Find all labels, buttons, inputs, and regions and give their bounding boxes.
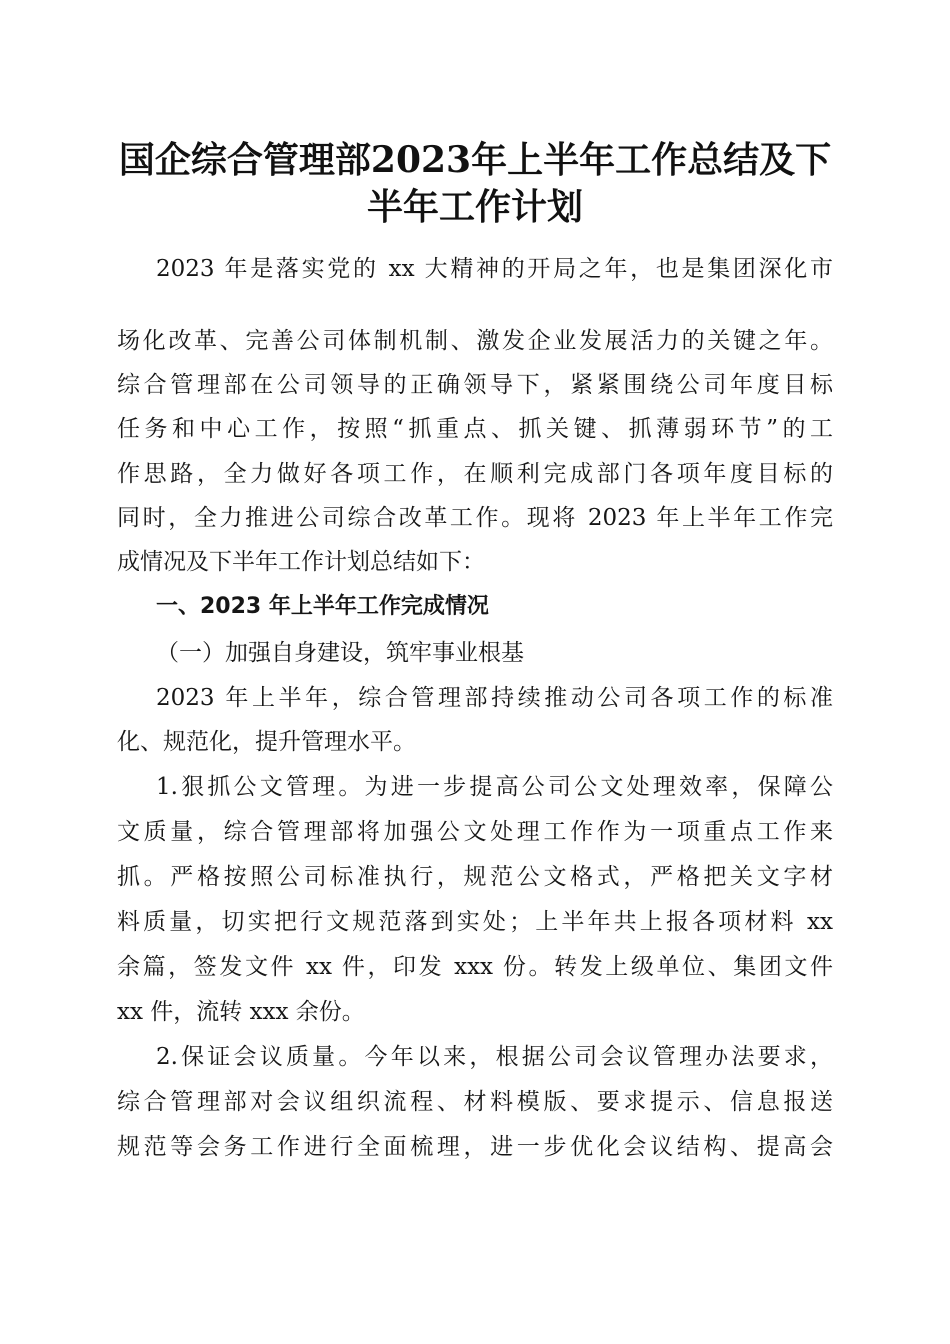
item-1-line: 1.狠抓公文管理。为进一步提高公司公文处理效率，保障公 — [156, 774, 833, 800]
item-2-line: 2.保证会议质量。今年以来，根据公司会议管理办法要求， — [156, 1044, 833, 1070]
intro-line: 同时，全力推进公司综合改革工作。现将 2023 年上半年工作完 — [117, 505, 833, 531]
item-1-line: 料质量，切实把行文规范落到实处；上半年共上报各项材料 xx — [117, 909, 833, 935]
section-heading: 一、2023 年上半年工作完成情况 — [156, 594, 489, 619]
intro-line: 成情况及下半年工作计划总结如下： — [117, 549, 485, 575]
item-1-line: 抓。严格按照公司标准执行，规范公文格式，严格把关文字材 — [117, 864, 833, 890]
paragraph-line: 2023 年上半年，综合管理部持续推动公司各项工作的标准 — [156, 685, 833, 711]
item-1-line: 余篇，签发文件 xx 件，印发 xxx 份。转发上级单位、集团文件 — [117, 954, 833, 980]
intro-line: 场化改革、完善公司体制机制、激发企业发展活力的关键之年。 — [117, 328, 833, 354]
intro-line: 综合管理部在公司领导的正确领导下，紧紧围绕公司年度目标 — [117, 372, 833, 398]
intro-line: 任务和中心工作，按照“抓重点、抓关键、抓薄弱环节”的工 — [117, 416, 833, 442]
item-1-line: 文质量，综合管理部将加强公文处理工作作为一项重点工作来 — [117, 819, 833, 845]
item-2-line: 综合管理部对会议组织流程、材料模版、要求提示、信息报送 — [117, 1089, 833, 1115]
item-1-line: xx 件，流转 xxx 余份。 — [117, 999, 365, 1025]
intro-line: 作思路，全力做好各项工作，在顺利完成部门各项年度目标的 — [117, 461, 833, 487]
document-title-line-2: 半年工作计划 — [366, 186, 583, 228]
intro-line: 2023 年是落实党的 xx 大精神的开局之年，也是集团深化市 — [156, 256, 833, 282]
document-title-line-1: 国企综合管理部2023年上半年工作总结及下 — [118, 139, 832, 181]
item-2-line: 规范等会务工作进行全面梳理，进一步优化会议结构、提高会 — [117, 1134, 833, 1160]
subsection-heading: （一）加强自身建设，筑牢事业根基 — [156, 640, 524, 666]
paragraph-line: 化、规范化，提升管理水平。 — [117, 729, 416, 755]
